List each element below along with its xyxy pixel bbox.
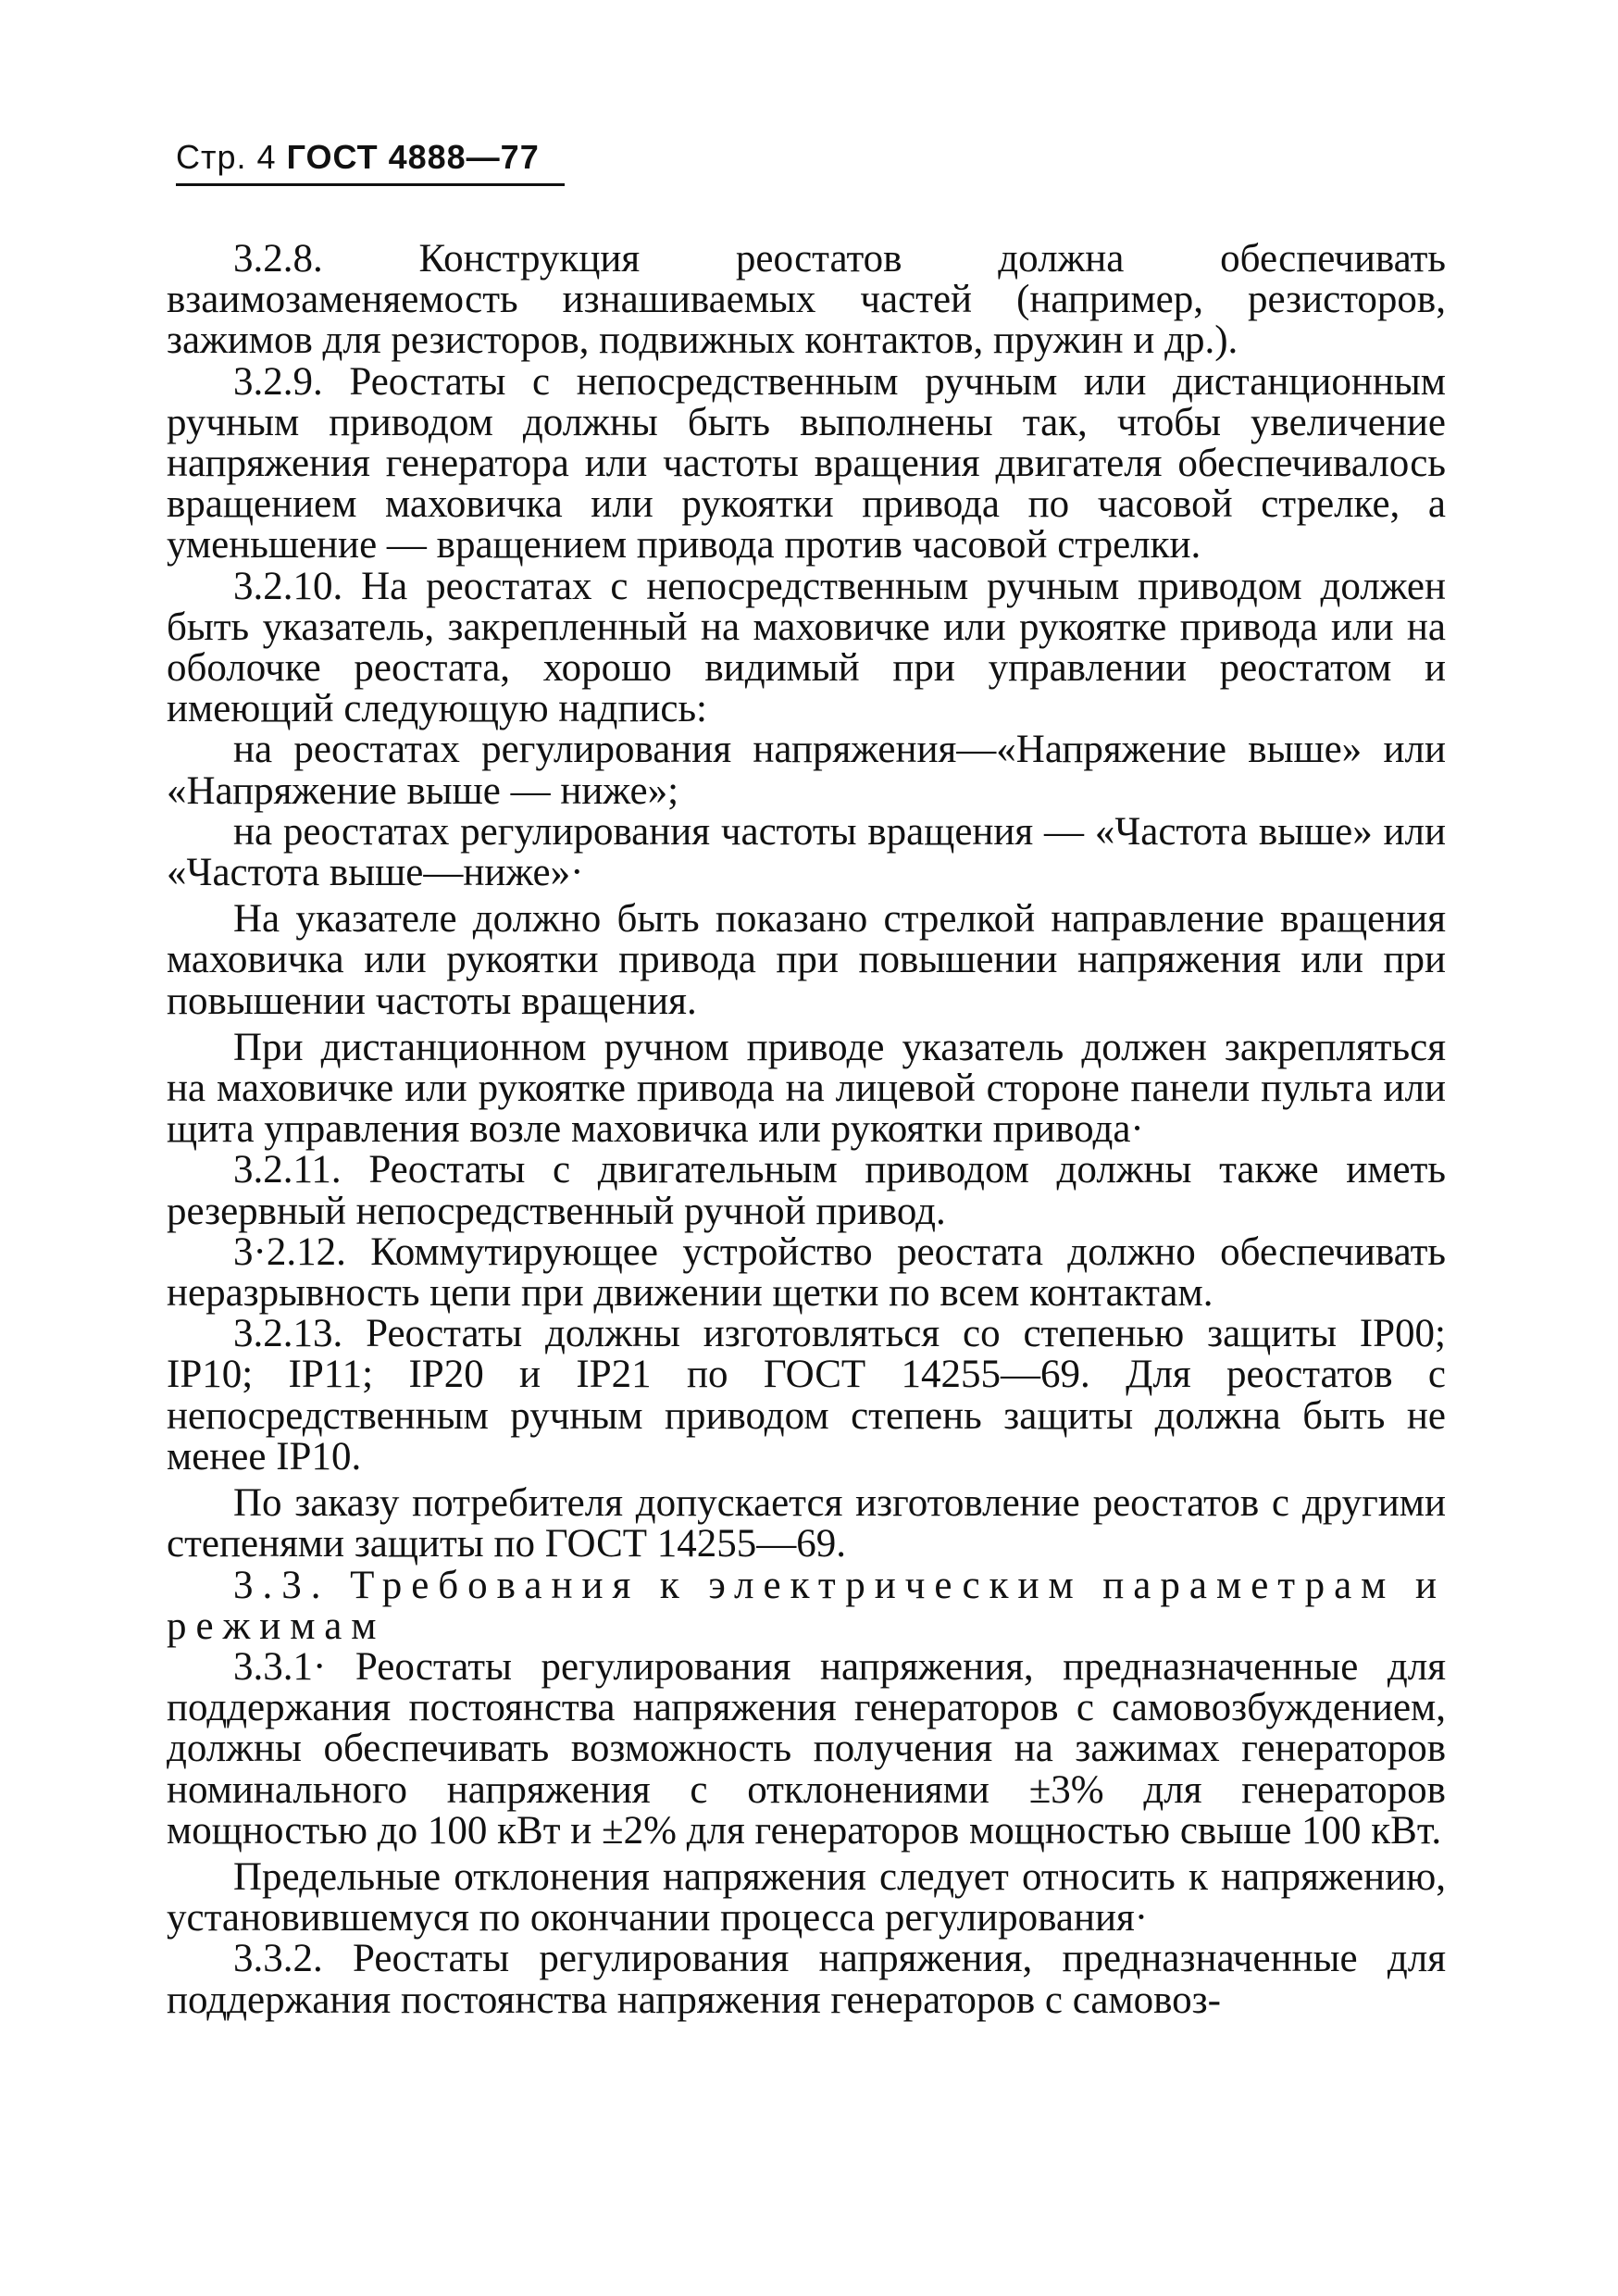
paragraph-3-2-11: 3.2.11. Реостаты с двигательным приводом должны также иметь резервный непосредственный ручной привод. <box>167 1148 1446 1233</box>
paragraph-3-2-8: 3.2.8. Конструкция реостатов должна обеспечивать взаимозаменяемость изнашиваемых частей (например, резисторов, зажимов для резисторов, подвижных контактов, пружин и др.). <box>167 237 1446 363</box>
page-number: Стр. 4 <box>176 138 277 176</box>
paragraph-remote-drive: При дистанционном ручном приводе указатель должен закрепляться на маховичке или рукоятке привода на лицевой стороне панели пульта или щита управления возле маховичка или рукоятки привода· <box>167 1025 1446 1152</box>
header-rule <box>176 183 565 186</box>
paragraph-voltage-deviation: Предельные отклонения напряжения следует относить к напряжению, установившемуся по окончании процесса регулирования· <box>167 1854 1446 1940</box>
paragraph-3-3-2: 3.3.2. Реостаты регулирования напряжения, предназначенные для поддержания постоянства напряжения генераторов с самовоз- <box>167 1937 1446 2022</box>
page-header <box>176 135 565 191</box>
paragraph-3-3-1: 3.3.1· Реостаты регулирования напряжения, предназначенные для поддержания постоянства напряжения генераторов с самовозбуждением, должны обеспечивать возможность получения на зажимах генераторов номинального напряжения с отклонениями ±3% для генераторов мощностью до 100 кВт и ±2% для генераторов мощностью свыше 100 кВт. <box>167 1644 1446 1853</box>
section-heading-3-3: 3.3. Требования к электрическим параметрам и режимам <box>167 1563 1446 1648</box>
paragraph-voltage-inscription: на реостатах регулирования напряжения—«Напряжение выше» или «Напряжение выше — ниже»; <box>167 728 1446 813</box>
document-body <box>167 239 1446 2021</box>
standard-number: ГОСТ 4888—77 <box>286 138 540 176</box>
paragraph-3-2-9: 3.2.9. Реостаты с непосредственным ручным или дистанционным ручным приводом должны быть выполнены так, чтобы увеличение напряжения генератора или частоты вращения двигателя обеспечивалось вращением маховичка или рукоятки привода по часовой стрелке, а уменьшение — вращением привода против часовой стрелки. <box>167 359 1446 568</box>
paragraph-customer-order: По заказу потребителя допускается изготовление реостатов с другими степенями защиты по ГОСТ 14255—69. <box>167 1481 1446 1566</box>
paragraph-3-2-13: 3.2.13. Реостаты должны изготовляться со степенью защиты IP00; IP10; IP11; IP20 и IP21 по ГОСТ 14255—69. Для реостатов с непосредственным ручным приводом степень защиты должна быть не менее IP10. <box>167 1312 1446 1479</box>
page-header-text <box>176 135 565 180</box>
paragraph-3-2-10: 3.2.10. На реостатах с непосредственным ручным приводом должен быть указатель, закрепленный на маховичке или рукоятке привода или на оболочке реостата, хорошо видимый при управлении реостатом и имеющий следующую надпись: <box>167 564 1446 731</box>
paragraph-indicator-arrow: На указателе должно быть показано стрелкой направление вращения маховичка или рукоятки привода при повышении напряжения или при повышении частоты вращения. <box>167 897 1446 1023</box>
paragraph-frequency-inscription: на реостатах регулирования частоты вращения — «Частота выше» или «Частота выше—ниже»· <box>167 809 1446 895</box>
paragraph-3-2-12: 3·2.12. Коммутирующее устройство реостата должно обеспечивать неразрывность цепи при движении щетки по всем контактам. <box>167 1229 1446 1316</box>
